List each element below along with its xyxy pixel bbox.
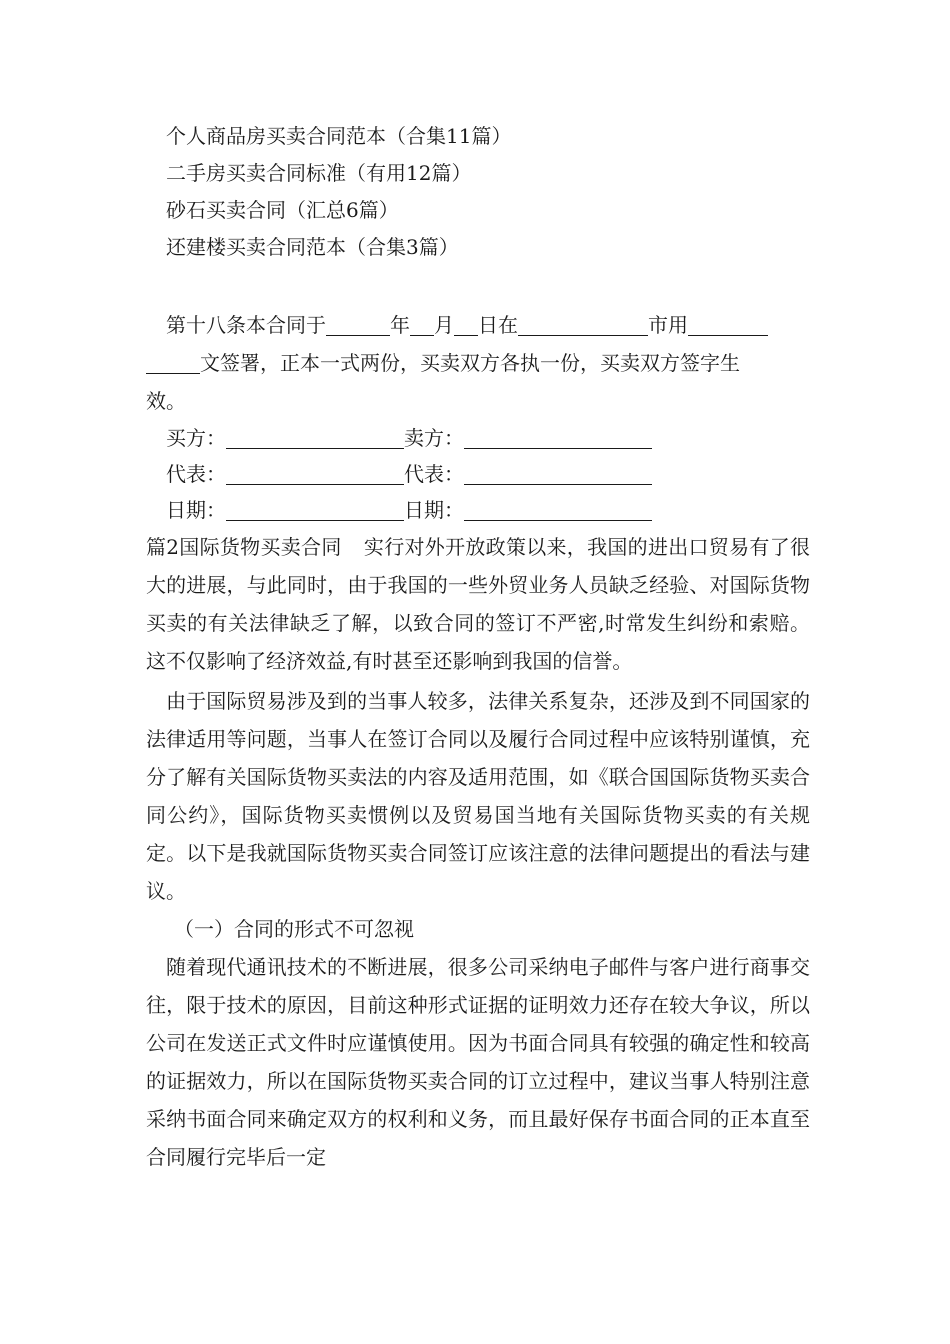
seller-label: 卖方： <box>404 426 464 450</box>
document-page <box>146 118 810 1176</box>
related-link-1[interactable]: 个人商品房买卖合同范本（合集11篇） <box>166 124 512 148</box>
year-label: 年 <box>390 313 410 337</box>
seller-field[interactable] <box>464 426 652 449</box>
signature-row-dates <box>146 492 810 528</box>
buyer-field[interactable] <box>226 426 404 449</box>
buyer-rep-label: 代表： <box>166 462 226 486</box>
seller-rep-label: 代表： <box>404 462 464 486</box>
buyer-date-field[interactable] <box>226 498 404 521</box>
section-2-paragraph-3: 随着现代通讯技术的不断进展，很多公司采纳电子邮件与客户进行商事交往，限于技术的原因，目前这种形式证据的证明效力还存在较大争议，所以公司在发送正式文件时应谨慎使用。因为书面合同具有较强的确定性和较高的证据效力，所以在国际货物买卖合同的订立过程中，建议当事人特别注意采纳书面合同来确定双方的权利和义务，而且最好保存书面合同的正本直至合同履行完毕后一定 <box>146 955 810 1169</box>
subheading-contract-form: （一）合同的形式不可忽视 <box>174 917 414 941</box>
day-blank <box>454 313 478 336</box>
seller-rep-field[interactable] <box>464 462 652 485</box>
article-18 <box>146 306 810 420</box>
seller-date-label: 日期： <box>404 498 464 522</box>
month-label: 月 <box>434 313 454 337</box>
month-blank <box>410 313 434 336</box>
year-blank <box>326 313 390 336</box>
language-blank <box>688 313 768 336</box>
signature-row-parties <box>146 420 810 456</box>
buyer-rep-field[interactable] <box>226 462 404 485</box>
seller-date-field[interactable] <box>464 498 652 521</box>
section-2-paragraph-2: 由于国际贸易涉及到的当事人较多，法律关系复杂，还涉及到不同国家的法律适用等问题，当事人在签订合同以及履行合同过程中应该特别谨慎，充分了解有关国际货物买卖法的内容及适用范围，如《联合国国际货物买卖合同公约》，国际货物买卖惯例以及贸易国当地有关国际货物买卖的有关规定。以下是我就国际货物买卖合同签订应该注意的法律问题提出的看法与建议。 <box>146 689 810 903</box>
language-blank-cont <box>146 351 200 374</box>
section-2-heading: 篇2国际货物买卖合同 <box>146 535 342 559</box>
article-18-rest-1: 文签署，正本一式两份，买卖双方各执一份，买卖双方签字生 <box>200 351 740 375</box>
section-2 <box>146 528 810 1176</box>
related-link-2[interactable]: 二手房买卖合同标准（有用12篇） <box>166 161 472 185</box>
signature-block <box>146 420 810 528</box>
related-contracts-list <box>146 118 810 266</box>
buyer-date-label: 日期： <box>166 498 226 522</box>
day-label: 日在 <box>478 313 518 337</box>
related-link-4[interactable]: 还建楼买卖合同范本（合集3篇） <box>166 235 459 259</box>
signature-row-representatives <box>146 456 810 492</box>
related-link-3[interactable]: 砂石买卖合同（汇总6篇） <box>166 198 399 222</box>
buyer-label: 买方： <box>166 426 226 450</box>
section-2-intro-paragraph <box>146 528 810 680</box>
article-18-rest-2: 效。 <box>146 389 186 413</box>
city-label: 市用 <box>648 313 688 337</box>
city-blank <box>518 313 648 336</box>
article-18-lead: 第十八条本合同于 <box>166 313 326 337</box>
section-2-intro: 实行对外开放政策以来，我国的进出口贸易有了很大的进展，与此同时，由于我国的一些外贸业务人员缺乏经验、对国际货物买卖的有关法律缺乏了解，以致合同的签订不严密,时常发生纠纷和索赔。这不仅影响了经济效益,有时甚至还影响到我国的信誉。 <box>146 535 810 673</box>
